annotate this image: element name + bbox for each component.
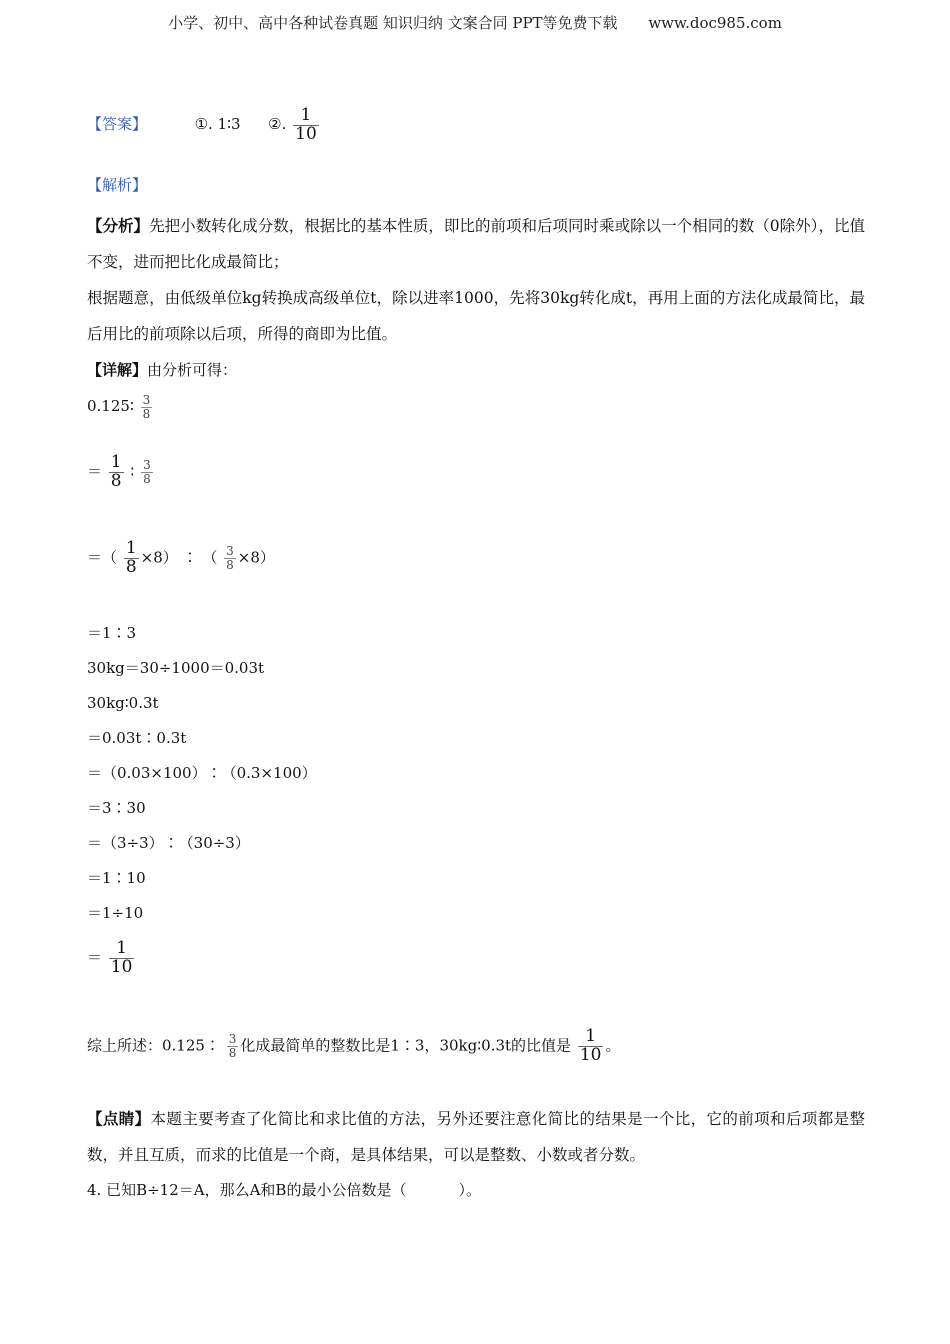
header-text: 小学、初中、高中各种试卷真题 知识归纳 文案合同 PPT等免费下载 <box>168 14 618 32</box>
left-paren: （ <box>202 548 218 567</box>
xiangjie-label: 【详解】 <box>87 361 148 379</box>
summary-prefix: 综上所述：0.125∶ <box>87 1036 220 1055</box>
fraction-denominator: 8 <box>142 406 151 421</box>
step-9: ＝3∶30 <box>87 799 146 817</box>
analysis-paragraph-2: 根据题意，由低级单位kg转换成高级单位t，除以进率1000，先将30kg转化成t，再用上面的方法化成最简比，最后用比的前项除以后项，所得的商即为比值。 <box>87 289 865 343</box>
fraction-denominator: 8 <box>228 1045 237 1060</box>
step-4: ＝1∶3 <box>87 624 137 642</box>
step-1 <box>87 394 154 420</box>
step-11: ＝1∶10 <box>87 869 146 887</box>
fraction-3-8 <box>141 459 153 485</box>
dianjing-text: 本题主要考查了化简比和求比值的方法，另外还要注意化简比的结果是一个比，它的前项和后项都是整数，并且互质，而求的比值是一个商，是具体结果，可以是整数、小数或者分数。 <box>87 1110 865 1164</box>
xiangjie-line <box>87 360 237 380</box>
step-1-prefix: 0.125∶ <box>87 397 134 416</box>
fraction-1-10 <box>109 940 135 977</box>
answer-label: 【答案】 <box>87 115 148 133</box>
fraction-denominator: 10 <box>110 956 133 977</box>
step-7: ＝0.03t∶0.3t <box>87 729 187 747</box>
fraction-denominator: 8 <box>125 556 137 577</box>
step-5: 30kg＝30÷1000＝0.03t <box>87 659 265 677</box>
page-header <box>0 12 950 33</box>
question-4-text: 4. 已知B÷12＝A，那么A和B的最小公倍数是（ <box>87 1181 407 1199</box>
fenxi-label: 【分析】 <box>87 216 150 235</box>
step-13 <box>87 940 136 977</box>
fraction-denominator: 8 <box>226 557 234 572</box>
colon-sign: ∶ <box>130 462 135 481</box>
dianjing-paragraph <box>87 1101 865 1173</box>
fraction-3-8 <box>141 394 153 420</box>
fraction-numerator: 1 <box>110 452 122 472</box>
fraction-denominator: 8 <box>110 470 122 491</box>
fraction-numerator: 3 <box>142 393 151 407</box>
equals-sign: ＝ <box>87 462 103 481</box>
summary-middle: 化成最简单的整数比是1∶3，30kg∶0.3t的比值是 <box>240 1036 572 1055</box>
summary-suffix: 。 <box>605 1036 621 1055</box>
step-3 <box>87 540 275 577</box>
answer-item-1: ①. 1∶3 <box>194 115 241 133</box>
fraction-1-10 <box>578 1028 604 1065</box>
left-paren: （ <box>102 548 118 567</box>
fraction-3-8 <box>227 1033 239 1059</box>
step-2 <box>87 454 155 491</box>
fraction-1-8 <box>109 454 124 491</box>
fraction-numerator: 3 <box>228 1032 237 1047</box>
fenxi-text: 先把小数转化成分数，根据比的基本性质，即比的前项和后项同时乘或除以一个相同的数（0除外），比值不变，进而把比化成最简比； <box>87 217 865 271</box>
fraction-numerator: 1 <box>125 538 137 558</box>
equals-sign: ＝ <box>87 548 103 567</box>
fraction-1-8 <box>124 540 139 577</box>
answer-line <box>87 106 321 143</box>
dianjing-label: 【点睛】 <box>87 1109 151 1128</box>
fraction-numerator: 3 <box>143 458 151 473</box>
answer-fraction <box>293 104 319 144</box>
step-8: ＝（0.03×100）∶（0.3×100） <box>87 764 317 782</box>
step-6: 30kg∶0.3t <box>87 694 159 712</box>
step-12: ＝1÷10 <box>87 904 144 922</box>
step-10: ＝（3÷3）∶（30÷3） <box>87 834 250 852</box>
fraction-numerator: 1 <box>585 1026 597 1046</box>
analysis-paragraph-1 <box>87 208 865 280</box>
fraction-numerator: 1 <box>116 938 128 958</box>
fraction-denominator: 10 <box>579 1044 602 1065</box>
xiangjie-text: 由分析可得： <box>147 361 238 379</box>
fraction-numerator: 1 <box>300 104 312 125</box>
fraction-denominator: 10 <box>295 123 317 144</box>
analysis-label: 【解析】 <box>87 176 148 194</box>
equals-sign: ＝ <box>87 948 103 967</box>
question-4 <box>87 1180 481 1200</box>
question-4-close: ）。 <box>458 1181 481 1199</box>
fraction-numerator: 3 <box>226 544 234 559</box>
colon-sign: ∶ <box>182 548 198 567</box>
answer-item-2-prefix: ②. <box>268 115 287 133</box>
times-eight: ×8） <box>237 548 275 567</box>
summary-line <box>87 1028 620 1065</box>
fraction-denominator: 8 <box>143 471 151 486</box>
fraction-3-8 <box>224 545 236 571</box>
times-eight: ×8） <box>140 548 178 567</box>
header-site-link[interactable]: www.doc985.com <box>648 14 782 32</box>
